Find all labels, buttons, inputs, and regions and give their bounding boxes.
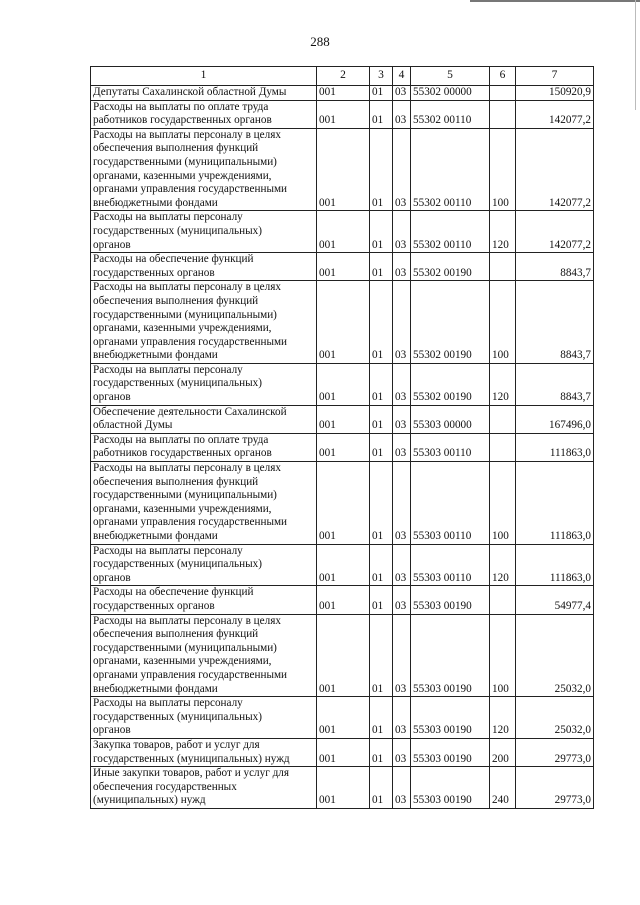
ministry-code-cell: 001 [317, 697, 370, 739]
section-code-cell: 01 [370, 697, 393, 739]
table-row [91, 405, 594, 433]
column-header-3: 3 [370, 67, 393, 86]
target-article-cell: 55302 00000 [411, 86, 490, 101]
expense-name-line: Депутаты Сахалинской областной Думы [93, 86, 287, 98]
table-row [91, 544, 594, 586]
amount-cell: 29773,0 [516, 767, 594, 809]
target-article-cell: 55303 00000 [411, 405, 490, 433]
subsection-code-cell: 03 [393, 433, 411, 461]
section-code-cell: 01 [370, 738, 393, 766]
expense-name-line: Расходы на выплаты персоналу [93, 211, 243, 224]
ministry-code-cell: 001 [317, 433, 370, 461]
expense-name-line: органов [93, 391, 131, 404]
table-row [91, 697, 594, 739]
table-row [91, 253, 594, 281]
expense-name-line: Закупка товаров, работ и услуг для [93, 738, 260, 751]
section-code-cell: 01 [370, 586, 393, 614]
expense-name-line: Расходы на выплаты персоналу [93, 697, 243, 710]
amount-cell: 8843,7 [516, 281, 594, 364]
target-article-cell: 55302 00190 [411, 281, 490, 364]
expense-name-line: Расходы на выплаты персоналу в целях [93, 614, 281, 627]
expense-type-cell: 120 [490, 363, 516, 405]
ministry-code-cell: 001 [317, 100, 370, 128]
subsection-code-cell: 03 [393, 544, 411, 586]
amount-cell: 8843,7 [516, 253, 594, 281]
expense-name-line: обеспечения выполнения функций [93, 628, 259, 641]
expense-type-cell: 100 [490, 462, 516, 545]
expense-name-line: государственными (муниципальными) [93, 308, 277, 321]
expense-name-cell [91, 462, 317, 545]
expense-name-line: государственных (муниципальных) [93, 558, 262, 571]
expense-name-cell [91, 100, 317, 128]
amount-cell: 142077,2 [516, 100, 594, 128]
table-row [91, 211, 594, 253]
expense-type-cell: 100 [490, 281, 516, 364]
subsection-code-cell: 03 [393, 738, 411, 766]
expense-name-line: органами управления государственными [93, 335, 288, 348]
expense-name-cell [91, 281, 317, 364]
ministry-code-cell: 001 [317, 363, 370, 405]
subsection-code-cell: 03 [393, 462, 411, 545]
expense-name-line: государственных (муниципальных) [93, 224, 262, 237]
subsection-code-cell: 03 [393, 405, 411, 433]
expense-name-line: обеспечения выполнения функций [93, 142, 259, 155]
table-row [91, 586, 594, 614]
table-row [91, 767, 594, 809]
section-code-cell: 01 [370, 405, 393, 433]
column-header-5: 5 [411, 67, 490, 86]
expense-type-cell [490, 433, 516, 461]
expense-name-line: государственными (муниципальными) [93, 641, 277, 654]
page-number: 288 [310, 34, 330, 49]
ministry-code-cell: 001 [317, 211, 370, 253]
subsection-code-cell: 03 [393, 281, 411, 364]
expense-type-cell: 100 [490, 614, 516, 697]
section-code-cell: 01 [370, 462, 393, 545]
target-article-cell: 55302 00190 [411, 253, 490, 281]
expense-type-cell: 120 [490, 697, 516, 739]
expense-name-line: государственными (муниципальными) [93, 155, 277, 168]
ministry-code-cell: 001 [317, 281, 370, 364]
expense-type-cell [490, 405, 516, 433]
table-row [91, 128, 594, 211]
expense-name-line: органами управления государственными [93, 183, 288, 196]
amount-cell: 142077,2 [516, 128, 594, 211]
subsection-code-cell: 03 [393, 86, 411, 101]
expense-name-cell [91, 697, 317, 739]
target-article-cell: 55302 00110 [411, 100, 490, 128]
table-row [91, 462, 594, 545]
expense-type-cell: 120 [490, 544, 516, 586]
expense-name-line: внебюджетными фондами [93, 682, 218, 695]
section-code-cell: 01 [370, 253, 393, 281]
section-code-cell: 01 [370, 211, 393, 253]
expense-name-cell [91, 433, 317, 461]
amount-cell: 142077,2 [516, 211, 594, 253]
expense-name-line: Расходы на обеспечение функций [93, 253, 254, 266]
expense-name-line: государственных органов [93, 266, 215, 279]
table-row [91, 614, 594, 697]
expense-name-line: внебюджетными фондами [93, 349, 218, 362]
budget-table [90, 66, 594, 809]
target-article-cell: 55303 00190 [411, 614, 490, 697]
column-header-1: 1 [91, 67, 317, 86]
expense-name-line: (муниципальных) нужд [93, 794, 206, 807]
amount-cell: 111863,0 [516, 462, 594, 545]
amount-cell: 54977,4 [516, 586, 594, 614]
expense-name-line: Расходы на выплаты персоналу в целях [93, 128, 281, 141]
subsection-code-cell: 03 [393, 253, 411, 281]
amount-cell: 167496,0 [516, 405, 594, 433]
ministry-code-cell: 001 [317, 586, 370, 614]
header-row [91, 67, 594, 86]
expense-name-line: органами, казенными учреждениями, [93, 655, 272, 668]
expense-name-line: внебюджетными фондами [93, 196, 218, 209]
table-row [91, 281, 594, 364]
section-code-cell: 01 [370, 86, 393, 101]
section-code-cell: 01 [370, 363, 393, 405]
expense-name-line: Расходы на выплаты по оплате труда [93, 433, 269, 446]
expense-name-line: органами управления государственными [93, 516, 288, 529]
ministry-code-cell: 001 [317, 614, 370, 697]
subsection-code-cell: 03 [393, 697, 411, 739]
expense-type-cell [490, 253, 516, 281]
expense-name-line: органами управления государственными [93, 668, 288, 681]
expense-name-cell [91, 211, 317, 253]
subsection-code-cell: 03 [393, 586, 411, 614]
column-header-7: 7 [516, 67, 594, 86]
expense-name-line: работников государственных органов [93, 114, 272, 127]
target-article-cell: 55302 00110 [411, 128, 490, 211]
section-code-cell: 01 [370, 767, 393, 809]
expense-name-line: государственными (муниципальными) [93, 489, 277, 502]
expense-type-cell [490, 586, 516, 614]
expense-name-line: работников государственных органов [93, 447, 272, 460]
amount-cell: 111863,0 [516, 433, 594, 461]
table-row [91, 100, 594, 128]
expense-name-cell [91, 738, 317, 766]
subsection-code-cell: 03 [393, 363, 411, 405]
section-code-cell: 01 [370, 281, 393, 364]
table-row [91, 738, 594, 766]
scan-top-rule [470, 0, 640, 2]
expense-name-cell [91, 128, 317, 211]
section-code-cell: 01 [370, 614, 393, 697]
expense-name-line: органов [93, 571, 131, 584]
column-header-2: 2 [317, 67, 370, 86]
expense-name-cell [91, 767, 317, 809]
ministry-code-cell: 001 [317, 462, 370, 545]
expense-name-line: органов [93, 238, 131, 251]
ministry-code-cell: 001 [317, 738, 370, 766]
expense-type-cell: 120 [490, 211, 516, 253]
subsection-code-cell: 03 [393, 767, 411, 809]
expense-name-cell [91, 253, 317, 281]
ministry-code-cell: 001 [317, 86, 370, 101]
expense-name-line: органами, казенными учреждениями, [93, 169, 272, 182]
expense-type-cell: 200 [490, 738, 516, 766]
subsection-code-cell: 03 [393, 128, 411, 211]
section-code-cell: 01 [370, 128, 393, 211]
amount-cell: 150920,9 [516, 86, 594, 101]
table-row [91, 363, 594, 405]
scan-right-edge [635, 0, 636, 110]
table-body [91, 86, 594, 809]
expense-type-cell: 240 [490, 767, 516, 809]
expense-type-cell [490, 100, 516, 128]
amount-cell: 29773,0 [516, 738, 594, 766]
expense-name-line: органов [93, 724, 131, 737]
expense-name-line: Расходы на обеспечение функций [93, 586, 254, 599]
expense-name-line: областной Думы [93, 419, 173, 432]
expense-name-cell [91, 544, 317, 586]
expense-name-line: Обеспечение деятельности Сахалинской [93, 405, 287, 418]
expense-name-line: внебюджетными фондами [93, 530, 218, 542]
expense-name-line: государственных (муниципальных) нужд [93, 752, 290, 765]
target-article-cell: 55302 00110 [411, 211, 490, 253]
expense-name-line: Расходы на выплаты персоналу в целях [93, 462, 281, 475]
ministry-code-cell: 001 [317, 253, 370, 281]
ministry-code-cell: 001 [317, 405, 370, 433]
subsection-code-cell: 03 [393, 211, 411, 253]
expense-name-line: обеспечения выполнения функций [93, 294, 259, 307]
expense-name-cell [91, 363, 317, 405]
table-row [91, 86, 594, 101]
expense-name-line: государственных органов [93, 599, 215, 612]
expense-name-line: государственных (муниципальных) [93, 710, 262, 723]
expense-name-line: Расходы на выплаты по оплате труда [93, 100, 269, 113]
expense-name-line: Расходы на выплаты персоналу [93, 363, 243, 376]
target-article-cell: 55303 00110 [411, 544, 490, 586]
expense-name-line: органами, казенными учреждениями, [93, 502, 272, 515]
expense-name-line: Расходы на выплаты персоналу в целях [93, 281, 281, 294]
expense-type-cell [490, 86, 516, 101]
target-article-cell: 55302 00190 [411, 363, 490, 405]
expense-name-line: органами, казенными учреждениями, [93, 322, 272, 335]
ministry-code-cell: 001 [317, 128, 370, 211]
expense-type-cell: 100 [490, 128, 516, 211]
expense-name-line: обеспечения выполнения функций [93, 475, 259, 488]
expense-name-line: Расходы на выплаты персоналу [93, 544, 243, 557]
ministry-code-cell: 001 [317, 767, 370, 809]
amount-cell: 25032,0 [516, 614, 594, 697]
expense-name-cell [91, 86, 317, 101]
ministry-code-cell: 001 [317, 544, 370, 586]
target-article-cell: 55303 00190 [411, 697, 490, 739]
subsection-code-cell: 03 [393, 100, 411, 128]
target-article-cell: 55303 00190 [411, 767, 490, 809]
target-article-cell: 55303 00110 [411, 462, 490, 545]
target-article-cell: 55303 00110 [411, 433, 490, 461]
expense-name-cell [91, 586, 317, 614]
column-header-6: 6 [490, 67, 516, 86]
section-code-cell: 01 [370, 100, 393, 128]
amount-cell: 25032,0 [516, 697, 594, 739]
column-header-4: 4 [393, 67, 411, 86]
table-row [91, 433, 594, 461]
expense-name-cell [91, 405, 317, 433]
expense-name-line: Иные закупки товаров, работ и услуг для [93, 767, 290, 780]
subsection-code-cell: 03 [393, 614, 411, 697]
amount-cell: 111863,0 [516, 544, 594, 586]
expense-name-line: обеспечения государственных [93, 780, 237, 793]
target-article-cell: 55303 00190 [411, 738, 490, 766]
target-article-cell: 55303 00190 [411, 586, 490, 614]
section-code-cell: 01 [370, 544, 393, 586]
amount-cell: 8843,7 [516, 363, 594, 405]
expense-name-cell [91, 614, 317, 697]
section-code-cell: 01 [370, 433, 393, 461]
expense-name-line: государственных (муниципальных) [93, 377, 262, 390]
